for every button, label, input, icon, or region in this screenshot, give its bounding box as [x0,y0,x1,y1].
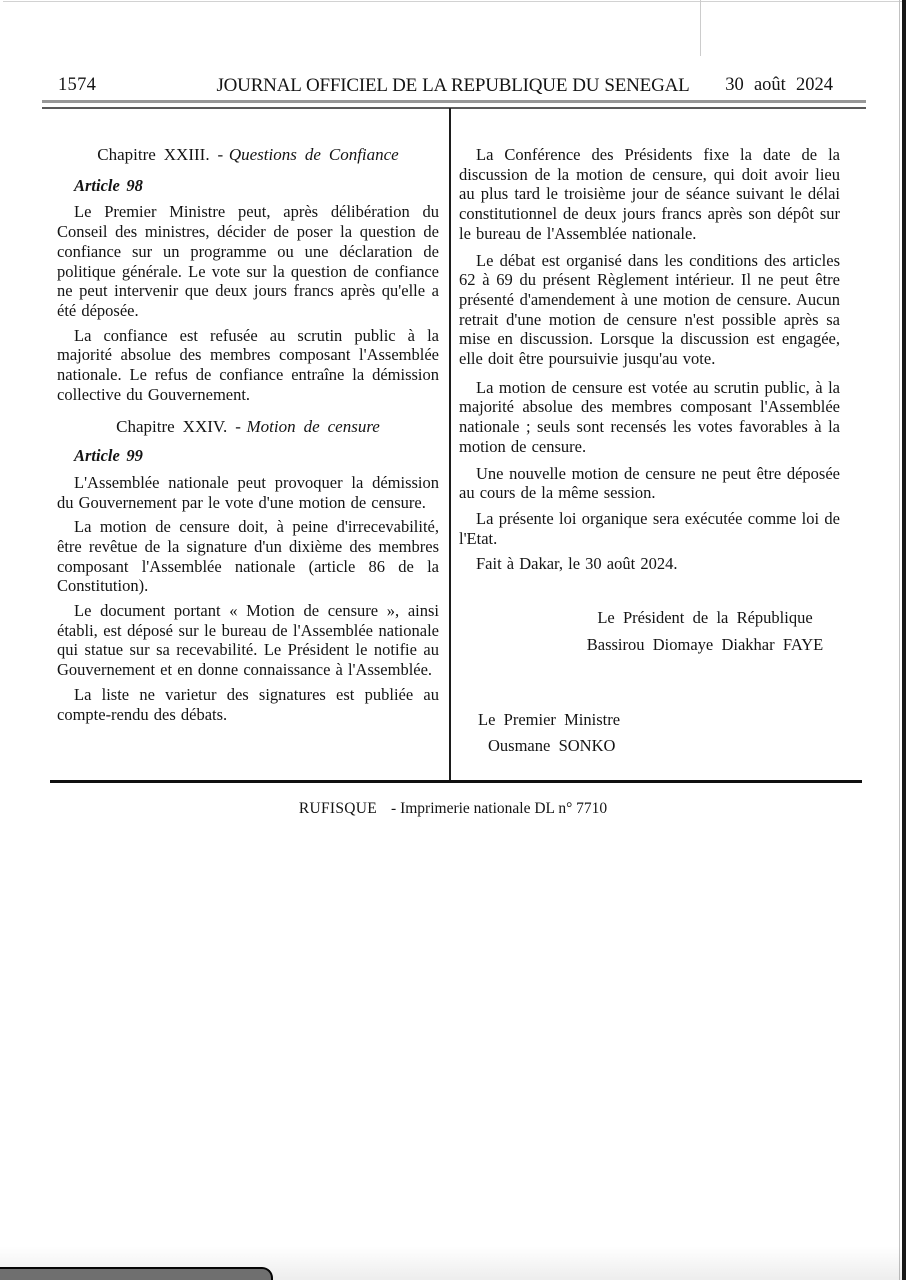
date-line: Fait à Dakar, le 30 août 2024. [476,554,678,574]
article-99-paragraph: La liste ne varietur des signatures est publiée au compte-rendu des débats. [57,684,439,724]
prime-minister-name: Ousmane SONKO [488,735,616,755]
scan-top-edge-line [3,1,906,2]
article-99-paragraph: La motion de censure doit, à peine d'irrecevabilité, être revêtue de la signature d'un dixième des membres composant l'Assemblée nationale (article 86 de la Constitution). [57,517,439,596]
body-paragraph: Une nouvelle motion de censure ne peut être déposée au cours de la même session. [459,463,840,503]
header-rule-upper [42,100,866,103]
imprint-text: - Imprimerie nationale DL n° 7710 [391,800,608,817]
signature-block-president [575,608,835,661]
body-paragraph: La présente loi organique sera exécutée comme loi de l'Etat. [459,508,840,548]
chapter-24-heading [57,417,439,437]
article-98-label: Article 98 [74,175,143,195]
chapter-24-title: Motion de censure [246,417,380,437]
chapter-24-prefix: Chapitre XXIV. - [116,417,241,437]
president-name: Bassirou Diomaye Diakhar FAYE [586,634,824,654]
header-date: 30 août 2024 [725,75,833,95]
body-paragraph: La motion de censure est votée au scrutin public, à la majorité absolue des membres composant l'Assemblée nationale ; seuls sont recensés les votes favorables à la motion de censure. [459,377,840,456]
column-divider-rule [449,108,451,781]
journal-title: JOURNAL OFFICIEL DE LA REPUBLIQUE DU SENEGAL [216,75,690,96]
chapter-23-prefix: Chapitre XXIII. - [97,145,224,164]
scan-right-edge-strip [902,0,906,1280]
article-99-paragraph: L'Assemblée nationale peut provoquer la démission du Gouvernement par le vote d'une motion de censure. [57,472,439,512]
page-number: 1574 [58,75,97,95]
article-99-label: Article 99 [74,446,143,466]
page-header [0,75,906,97]
scan-bottom-edge-bar [0,1267,273,1280]
scan-artifact-line [700,0,701,56]
chapter-23-heading [57,145,439,165]
imprint-footer [0,800,906,818]
body-paragraph: Le débat est organisé dans les conditions des articles 62 à 69 du présent Règlement intérieur. Il ne peut être présenté d'amendement à une motion de censure. Aucun retrait d'une motion de censure n'est possible après sa mise en discussion. Lorsque la discussion est engagée, elle doit être poursuivie jusqu'au vote. [459,250,840,369]
imprint-place: RUFISQUE [298,800,378,817]
left-column [57,145,439,729]
chapter-23-title: Questions de Confiance [228,145,399,164]
article-98-paragraph: La confiance est refusée au scrutin public à la majorité absolue des membres composant l'Assemblée nationale. Le refus de confiance entraîne la démission collective du Gouvernement. [57,325,439,404]
article-98-paragraph: Le Premier Ministre peut, après délibération du Conseil des ministres, décider de poser la question de confiance sur un programme ou une déclaration de politique générale. Le vote sur la question de confiance ne peut intervenir que deux jours francs après qu'elle a été déposée. [57,202,439,320]
header-rule-lower [42,107,866,109]
right-column [459,145,840,579]
prime-minister-title: Le Premier Ministre [478,710,621,729]
footer-rule [50,780,862,783]
scan-right-hairline [899,0,900,1280]
body-paragraph: La Conférence des Présidents fixe la date de la discussion de la motion de censure, qui doit avoir lieu au plus tard le troisième jour de séance suivant le délai constitutionnel de deux jours francs après son dépôt sur le bureau de l'Assemblée nationale. [459,145,840,243]
president-title: Le Président de la République [597,608,813,627]
article-99-paragraph: Le document portant « Motion de censure », ainsi établi, est déposé sur le bureau de l'Assemblée nationale qui statue sur sa recevabilité. Le Président le notifie au Gouvernement et en donne connaissance à l'Assemblée. [57,601,439,680]
signature-block-prime-minister [478,710,620,761]
